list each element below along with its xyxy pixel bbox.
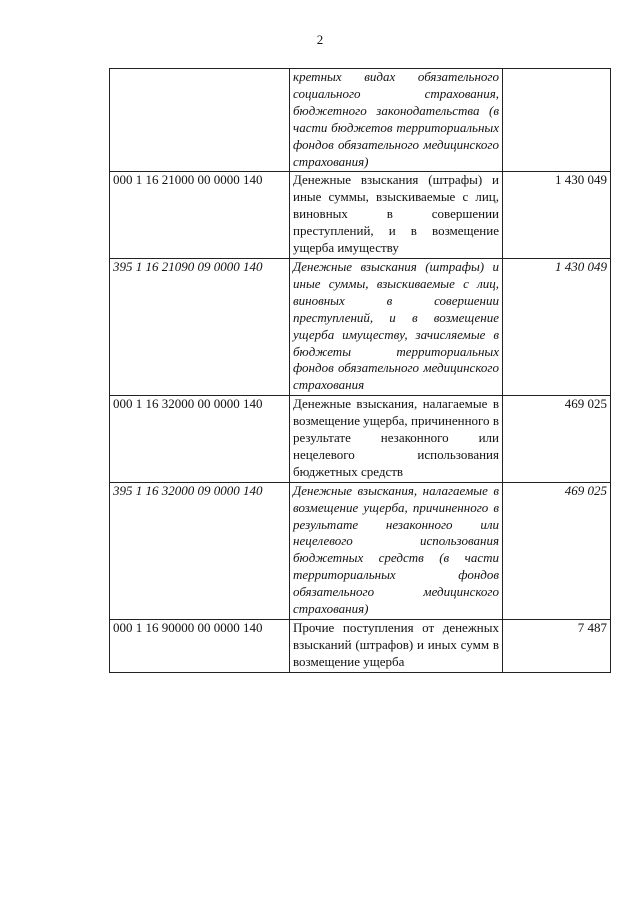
amount-cell: 469 025 bbox=[503, 396, 611, 483]
amount-cell: 1 430 049 bbox=[503, 172, 611, 259]
description-cell: кретных видах обязательного социального страхования, бюджетного законодательства (в части бюджетов территориальных фондов обязательного медицинского страхования) bbox=[290, 69, 503, 172]
description-cell: Денежные взыскания, налагаемые в возмещение ущерба, причиненного в результате незаконного или нецелевого использования бюджетных средств bbox=[290, 396, 503, 483]
table-row bbox=[110, 172, 611, 259]
budget-code-cell: 000 1 16 32000 00 0000 140 bbox=[110, 396, 290, 483]
budget-code-cell bbox=[110, 69, 290, 172]
amount-cell: 1 430 049 bbox=[503, 258, 611, 395]
amount-cell bbox=[503, 69, 611, 172]
page-number: 2 bbox=[316, 32, 324, 47]
budget-code-cell: 395 1 16 21090 09 0000 140 bbox=[110, 258, 290, 395]
table-row bbox=[110, 620, 611, 673]
amount-cell: 7 487 bbox=[503, 620, 611, 673]
description-cell: Денежные взыскания (штрафы) и иные суммы, взыскиваемые с лиц, виновных в совершении преступлений, и в возмещение ущерба имуществу, зачисляемые в бюджеты территориальных фондов обязательного медицинского страхования bbox=[290, 258, 503, 395]
budget-code-cell: 395 1 16 32000 09 0000 140 bbox=[110, 482, 290, 619]
table-row bbox=[110, 396, 611, 483]
budget-code-cell: 000 1 16 21000 00 0000 140 bbox=[110, 172, 290, 259]
budget-code-cell: 000 1 16 90000 00 0000 140 bbox=[110, 620, 290, 673]
description-cell: Денежные взыскания, налагаемые в возмещение ущерба, причиненного в результате незаконного или нецелевого использования бюджетных средств (в части территориальных фондов обязательного медицинского страхования) bbox=[290, 482, 503, 619]
amount-cell: 469 025 bbox=[503, 482, 611, 619]
table-row bbox=[110, 69, 611, 172]
table-row bbox=[110, 482, 611, 619]
description-cell: Денежные взыскания (штрафы) и иные суммы, взыскиваемые с лиц, виновных в совершении преступлений, и в возмещение ущерба имуществу bbox=[290, 172, 503, 259]
description-cell: Прочие поступления от денежных взысканий (штрафов) и иных сумм в возмещение ущерба bbox=[290, 620, 503, 673]
revenue-table bbox=[109, 68, 611, 673]
table-row bbox=[110, 258, 611, 395]
